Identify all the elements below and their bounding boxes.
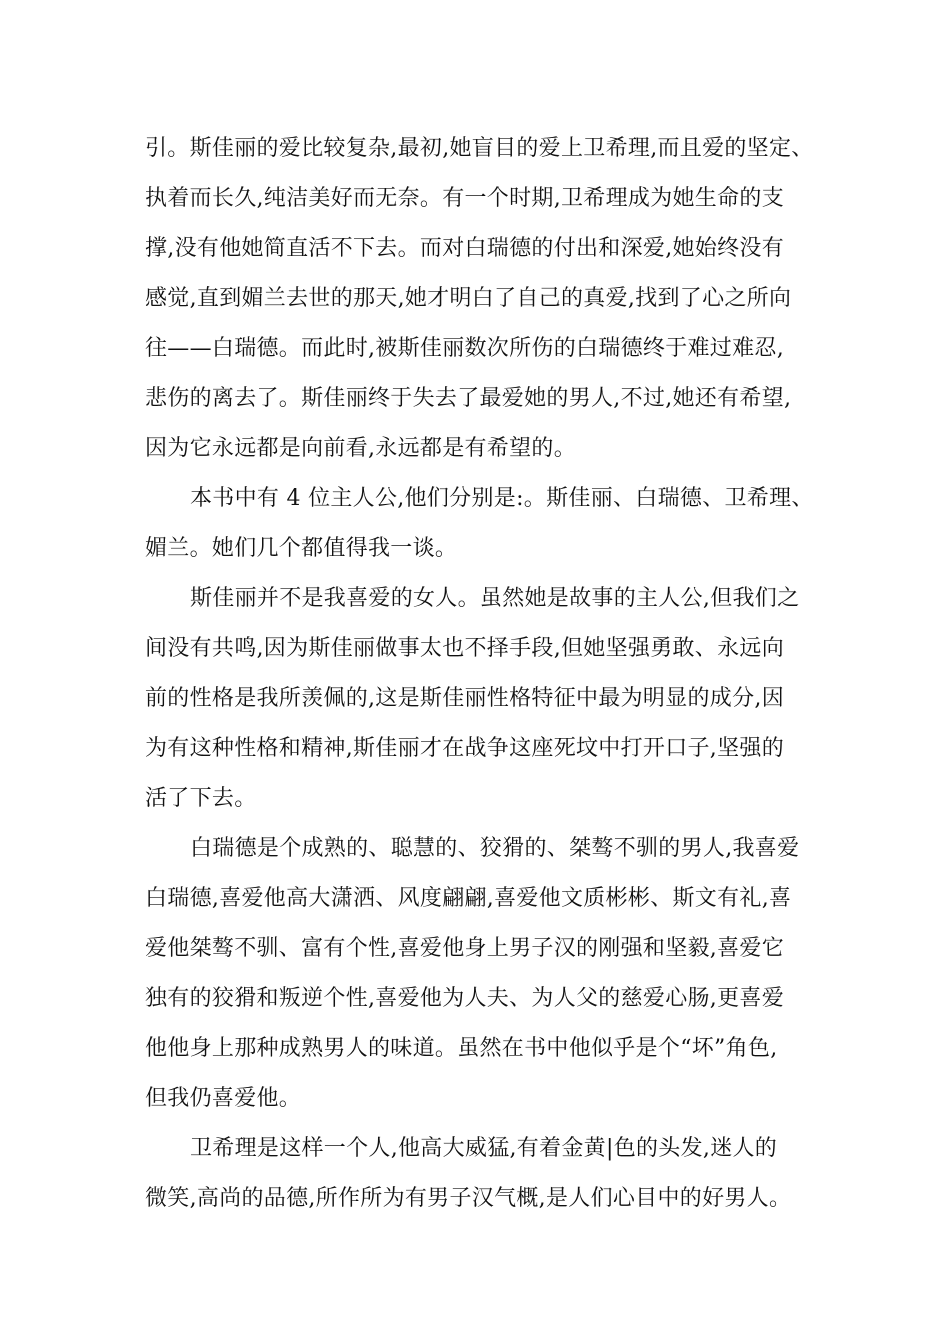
- text-line: 间没有共鸣,因为斯佳丽做事太也不择手段,但她坚强勇敢、永远向: [145, 636, 784, 661]
- text-line: 前的性格是我所羡佩的,这是斯佳丽性格特征中最为明显的成分,因: [145, 686, 784, 711]
- text-line: 但我仍喜爱他。: [145, 1086, 302, 1111]
- paragraph-first-line: 斯佳丽并不是我喜爱的女人。虽然她是故事的主人公,但我们之: [190, 586, 800, 611]
- text-line: 独有的狡猾和叛逆个性,喜爱他为人夫、为人父的慈爱心肠,更喜爱: [145, 986, 784, 1011]
- text-line: 爱他桀骜不驯、富有个性,喜爱他身上男子汉的刚强和坚毅,喜爱它: [145, 936, 784, 961]
- text-line: 执着而长久,纯洁美好而无奈。有一个时期,卫希理成为她生命的支: [145, 186, 784, 211]
- text-line: 因为它永远都是向前看,永远都是有希望的。: [145, 436, 576, 461]
- text-line: 悲伤的离去了。斯佳丽终于失去了最爱她的男人,不过,她还有希望,: [145, 386, 792, 411]
- text-line: 白瑞德,喜爱他高大潇洒、风度翩翩,喜爱他文质彬彬、斯文有礼,喜: [145, 886, 792, 911]
- paragraph-first-line: 本书中有 4 位主人公,他们分别是:。斯佳丽、白瑞德、卫希理、: [190, 486, 814, 511]
- paragraph-first-line: 白瑞德是个成熟的、聪慧的、狡猾的、桀骜不驯的男人,我喜爱: [190, 836, 800, 861]
- text-line: 感觉,直到媚兰去世的那天,她才明白了自己的真爱,找到了心之所向: [145, 286, 792, 311]
- text-line: 活了下去。: [145, 786, 257, 811]
- text-line: 往——白瑞德。而此时,被斯佳丽数次所伤的白瑞德终于难过难忍,: [145, 336, 784, 361]
- text-line: 引。斯佳丽的爱比较复杂,最初,她盲目的爱上卫希理,而且爱的坚定、: [145, 136, 814, 161]
- text-line: 为有这种性格和精神,斯佳丽才在战争这座死坟中打开口子,坚强的: [145, 736, 784, 761]
- text-line: 撑,没有他她简直活不下去。而对白瑞德的付出和深爱,她始终没有: [145, 236, 784, 261]
- text-line: 微笑,高尚的品德,所作所为有男子汉气概,是人们心目中的好男人。: [145, 1186, 792, 1211]
- text-line: 他他身上那种成熟男人的味道。虽然在书中他似乎是个“坏”角色,: [145, 1036, 778, 1061]
- text-line: 媚兰。她们几个都值得我一谈。: [145, 536, 458, 561]
- paragraph-first-line: 卫希理是这样一个人,他高大威猛,有着金黄|色的头发,迷人的: [190, 1136, 778, 1161]
